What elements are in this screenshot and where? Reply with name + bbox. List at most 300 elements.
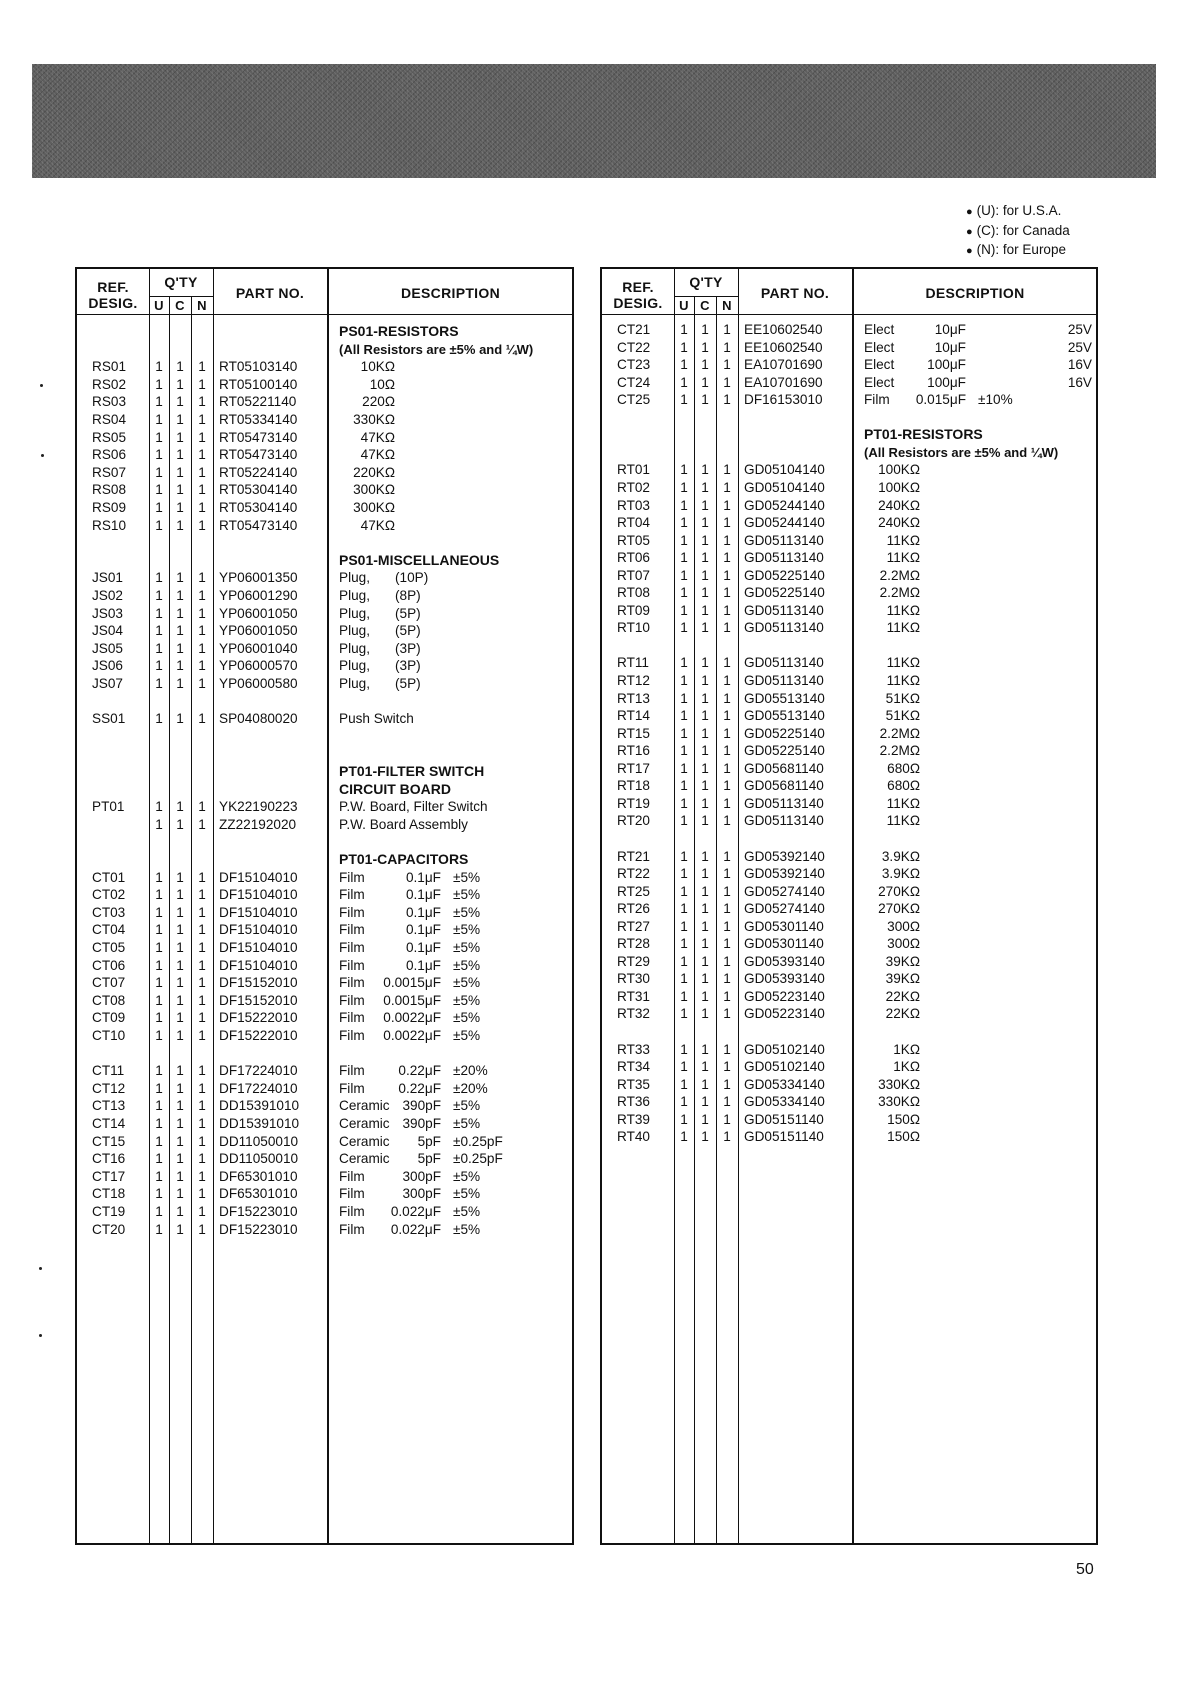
qty-c: 1 bbox=[176, 447, 184, 463]
table-row bbox=[602, 883, 1096, 901]
qty-n: 1 bbox=[723, 673, 731, 688]
ref-designator: RT30 bbox=[617, 971, 650, 987]
table-row bbox=[602, 953, 1096, 971]
part-number: RT05304140 bbox=[219, 482, 298, 498]
ref-designator: RT19 bbox=[617, 795, 650, 811]
value: 0.1μF bbox=[405, 957, 441, 973]
ref-designator: RT39 bbox=[617, 1111, 650, 1127]
qty-n: 1 bbox=[723, 1076, 731, 1092]
ref-designator: CT03 bbox=[92, 904, 126, 920]
table-row bbox=[602, 795, 1096, 813]
ref-designator: RS06 bbox=[92, 447, 127, 463]
qty-u: 1 bbox=[155, 394, 163, 410]
bullet-icon: ● bbox=[966, 225, 973, 238]
qty-c: 1 bbox=[176, 605, 184, 621]
qty-divider bbox=[149, 296, 213, 297]
description: 1KΩ bbox=[893, 1059, 920, 1075]
description: Film bbox=[339, 1204, 365, 1219]
tolerance: ±5% bbox=[453, 1098, 481, 1114]
header-ref: REF. DESIG. bbox=[613, 279, 663, 311]
ref-designator: RS08 bbox=[92, 482, 127, 498]
qty-n: 1 bbox=[723, 743, 731, 759]
description: Ceramic bbox=[339, 1116, 390, 1131]
tolerance: ±5% bbox=[453, 940, 481, 955]
table-row bbox=[602, 461, 1096, 479]
qty-c: 1 bbox=[176, 1204, 184, 1219]
header-banner bbox=[32, 64, 1156, 178]
part-number: YP06000570 bbox=[219, 658, 298, 674]
ref-designator: CT23 bbox=[617, 357, 651, 373]
ref-designator: CT02 bbox=[92, 887, 126, 903]
part-number: DF15104010 bbox=[219, 940, 298, 955]
part-number: GD05274140 bbox=[744, 883, 825, 899]
ref-designator: CT18 bbox=[92, 1186, 126, 1202]
table-row bbox=[77, 710, 572, 728]
qty-u: 1 bbox=[680, 866, 688, 882]
table-row bbox=[77, 816, 572, 834]
tolerance: ±5% bbox=[453, 869, 481, 885]
description: 2.2MΩ bbox=[879, 567, 920, 583]
description: 240KΩ bbox=[878, 497, 920, 513]
qty-n: 1 bbox=[723, 322, 731, 337]
qty-u: 1 bbox=[680, 988, 688, 1004]
ref-designator: RT12 bbox=[617, 673, 650, 688]
blank-row bbox=[602, 409, 1096, 427]
qty-c: 1 bbox=[701, 374, 709, 390]
tolerance: ±5% bbox=[453, 922, 481, 938]
ref-designator: RT28 bbox=[617, 936, 650, 952]
qty-n: 1 bbox=[198, 570, 206, 586]
description: 330KΩ bbox=[878, 1076, 920, 1092]
legend-text: for Canada bbox=[1002, 222, 1070, 238]
ref-designator: RT09 bbox=[617, 602, 650, 618]
qty-u: 1 bbox=[155, 570, 163, 586]
description: Film bbox=[339, 992, 365, 1008]
description: 220KΩ bbox=[353, 464, 395, 480]
qty-u: 1 bbox=[680, 760, 688, 776]
legend-code: (C): bbox=[976, 222, 1000, 238]
qty-n: 1 bbox=[723, 725, 731, 741]
qty-c: 1 bbox=[701, 708, 709, 724]
qty-c: 1 bbox=[701, 550, 709, 566]
header-qty-n: N bbox=[197, 298, 207, 313]
qty-c: 1 bbox=[176, 1098, 184, 1114]
qty-u: 1 bbox=[155, 1186, 163, 1202]
qty-n: 1 bbox=[723, 1006, 731, 1022]
part-number: YP06001050 bbox=[219, 623, 298, 639]
ref-designator: RS07 bbox=[92, 464, 127, 480]
header-divider bbox=[602, 314, 1096, 315]
description: Film bbox=[339, 904, 365, 920]
qty-n: 1 bbox=[198, 1151, 206, 1167]
ref-designator: RT22 bbox=[617, 866, 650, 882]
qty-u: 1 bbox=[680, 550, 688, 566]
ref-designator: CT11 bbox=[92, 1063, 125, 1079]
description: Film bbox=[339, 957, 365, 973]
section-title-row bbox=[77, 781, 572, 799]
table-row bbox=[602, 321, 1096, 339]
ref-designator: RS03 bbox=[92, 394, 127, 410]
qty-u: 1 bbox=[155, 412, 163, 427]
qty-n: 1 bbox=[723, 971, 731, 987]
table-row bbox=[77, 640, 572, 658]
description: Film bbox=[339, 1010, 365, 1026]
qty-n: 1 bbox=[198, 1133, 206, 1149]
description: 100KΩ bbox=[878, 462, 920, 478]
tolerance: ±5% bbox=[453, 975, 481, 991]
table-row bbox=[77, 1115, 572, 1133]
tolerance: ±0.25pF bbox=[453, 1133, 503, 1149]
part-number: GD05151140 bbox=[744, 1129, 824, 1145]
qty-c: 1 bbox=[176, 1063, 184, 1079]
value: 0.0022μF bbox=[383, 1028, 441, 1043]
qty-n: 1 bbox=[723, 550, 731, 566]
table-row bbox=[77, 921, 572, 939]
ref-designator: CT17 bbox=[92, 1168, 126, 1184]
table-row bbox=[77, 798, 572, 816]
qty-u: 1 bbox=[155, 816, 163, 832]
table-row bbox=[77, 1221, 572, 1239]
ref-designator: RT03 bbox=[617, 497, 650, 513]
qty-c: 1 bbox=[701, 339, 709, 355]
qty-n: 1 bbox=[198, 1098, 206, 1114]
qty-c: 1 bbox=[176, 658, 184, 674]
table-row bbox=[77, 446, 572, 464]
voltage-rating: 25V bbox=[1067, 322, 1092, 337]
legend-code: (N): bbox=[976, 242, 1000, 257]
qty-u: 1 bbox=[680, 813, 688, 829]
qty-u: 1 bbox=[155, 1168, 163, 1184]
value: 10μF bbox=[934, 339, 966, 355]
bullet-icon: ● bbox=[966, 245, 973, 257]
qty-c: 1 bbox=[176, 1221, 184, 1237]
table-row bbox=[77, 869, 572, 887]
qty-c: 1 bbox=[176, 412, 184, 427]
table-row bbox=[77, 605, 572, 623]
blank-row bbox=[77, 745, 572, 763]
tolerance: ±5% bbox=[453, 887, 481, 903]
qty-c: 1 bbox=[176, 376, 184, 392]
qty-n: 1 bbox=[198, 1204, 206, 1219]
qty-n: 1 bbox=[723, 462, 731, 478]
ref-designator: CT21 bbox=[617, 322, 651, 337]
qty-c: 1 bbox=[701, 760, 709, 776]
table-row bbox=[602, 567, 1096, 585]
qty-n: 1 bbox=[723, 813, 731, 829]
table-row bbox=[77, 464, 572, 482]
qty-n: 1 bbox=[198, 1010, 206, 1026]
table-row bbox=[602, 1041, 1096, 1059]
qty-n: 1 bbox=[723, 620, 731, 636]
qty-u: 1 bbox=[155, 588, 163, 603]
part-number: YP06001040 bbox=[219, 640, 298, 656]
qty-n: 1 bbox=[198, 517, 206, 533]
table-row bbox=[602, 1005, 1096, 1023]
qty-n: 1 bbox=[198, 922, 206, 938]
part-number: DF15104010 bbox=[219, 887, 298, 903]
value: 5pF bbox=[417, 1151, 441, 1167]
blank-row bbox=[602, 637, 1096, 655]
qty-u: 1 bbox=[155, 887, 163, 903]
part-number: GD05274140 bbox=[744, 901, 825, 917]
qty-c: 1 bbox=[176, 887, 184, 903]
section-note: (All Resistors are ±5% and ¼W) bbox=[339, 341, 534, 357]
section-note-row bbox=[602, 444, 1096, 462]
part-number: GD05244140 bbox=[744, 515, 825, 531]
part-number: GD05113140 bbox=[744, 673, 824, 688]
qty-c: 1 bbox=[176, 429, 184, 445]
ref-designator: CT25 bbox=[617, 392, 651, 408]
part-number: DF15222010 bbox=[219, 1010, 298, 1026]
part-number: DD15391010 bbox=[219, 1116, 300, 1131]
section-title: CIRCUIT BOARD bbox=[339, 780, 451, 797]
qty-c: 1 bbox=[176, 517, 184, 533]
qty-c: 1 bbox=[701, 971, 709, 987]
description: Film bbox=[339, 922, 365, 938]
part-number: GD05225140 bbox=[744, 567, 825, 583]
qty-u: 1 bbox=[680, 690, 688, 706]
part-number: GD05104140 bbox=[744, 479, 825, 495]
description: 22KΩ bbox=[885, 988, 920, 1004]
qty-n: 1 bbox=[198, 605, 206, 621]
qty-c: 1 bbox=[701, 515, 709, 531]
qty-u: 1 bbox=[680, 901, 688, 917]
part-number: RT05221140 bbox=[219, 394, 297, 410]
ref-designator: RT33 bbox=[617, 1041, 650, 1057]
ref-designator: CT19 bbox=[92, 1204, 126, 1219]
qty-n: 1 bbox=[198, 623, 206, 639]
tolerance: ±5% bbox=[453, 1168, 481, 1184]
ref-designator: CT20 bbox=[92, 1221, 126, 1237]
qty-u: 1 bbox=[680, 743, 688, 759]
qty-n: 1 bbox=[723, 339, 731, 355]
description: Film bbox=[339, 887, 365, 903]
qty-u: 1 bbox=[155, 623, 163, 639]
table-row bbox=[77, 1009, 572, 1027]
part-number: RT05473140 bbox=[219, 517, 298, 533]
table-row bbox=[602, 532, 1096, 550]
qty-c: 1 bbox=[701, 655, 709, 671]
qty-u: 1 bbox=[155, 1028, 163, 1043]
part-number: GD05681140 bbox=[744, 778, 824, 794]
table-row bbox=[602, 988, 1096, 1006]
part-number: YP06001290 bbox=[219, 588, 298, 603]
table-row bbox=[602, 672, 1096, 690]
table-row bbox=[602, 900, 1096, 918]
qty-n: 1 bbox=[723, 690, 731, 706]
table-row bbox=[77, 517, 572, 535]
qty-u: 1 bbox=[680, 532, 688, 548]
qty-c: 1 bbox=[176, 1010, 184, 1026]
qty-c: 1 bbox=[176, 940, 184, 955]
value: (10P) bbox=[395, 570, 429, 586]
qty-c: 1 bbox=[701, 988, 709, 1004]
qty-u: 1 bbox=[680, 479, 688, 495]
part-number: DF15223010 bbox=[219, 1221, 298, 1237]
qty-c: 1 bbox=[176, 588, 184, 603]
table-row bbox=[77, 1203, 572, 1221]
description: 2.2MΩ bbox=[879, 725, 920, 741]
table-row bbox=[77, 992, 572, 1010]
ref-designator: CT22 bbox=[617, 339, 651, 355]
table-row bbox=[77, 904, 572, 922]
header-description: DESCRIPTION bbox=[925, 285, 1025, 301]
value: (5P) bbox=[395, 605, 421, 621]
ref-designator: RT06 bbox=[617, 550, 650, 566]
legend-item-canada bbox=[966, 222, 1070, 242]
table-row bbox=[77, 1168, 572, 1186]
value: 0.1μF bbox=[405, 940, 441, 955]
ref-designator: CT14 bbox=[92, 1116, 126, 1131]
part-number: EE10602540 bbox=[744, 322, 823, 337]
table-row bbox=[602, 742, 1096, 760]
value: 0.015μF bbox=[915, 392, 966, 408]
qty-n: 1 bbox=[723, 1041, 731, 1057]
qty-u: 1 bbox=[680, 883, 688, 899]
qty-c: 1 bbox=[176, 500, 184, 515]
part-number: SP04080020 bbox=[219, 711, 298, 727]
part-number: GD05113140 bbox=[744, 795, 824, 811]
qty-n: 1 bbox=[723, 866, 731, 882]
part-number: GD05392140 bbox=[744, 848, 825, 864]
legend-item-europe bbox=[966, 241, 1070, 261]
qty-n: 1 bbox=[198, 640, 206, 656]
description: 300Ω bbox=[887, 936, 920, 952]
description: 3.9KΩ bbox=[881, 866, 920, 882]
header-qty-u: U bbox=[154, 298, 164, 313]
table-row bbox=[602, 619, 1096, 637]
ref-designator: RT31 bbox=[617, 988, 650, 1004]
qty-n: 1 bbox=[198, 1028, 206, 1043]
header-part-no: PART NO. bbox=[235, 285, 305, 301]
header-qty: Q'TY bbox=[164, 274, 198, 290]
qty-n: 1 bbox=[723, 883, 731, 899]
qty-n: 1 bbox=[198, 1063, 206, 1079]
qty-c: 1 bbox=[176, 1168, 184, 1184]
qty-c: 1 bbox=[176, 816, 184, 832]
qty-c: 1 bbox=[701, 602, 709, 618]
description: 11KΩ bbox=[886, 620, 920, 636]
header-ref: REF. DESIG. bbox=[88, 279, 138, 311]
qty-c: 1 bbox=[701, 567, 709, 583]
ref-designator: RT36 bbox=[617, 1094, 650, 1110]
description: Plug, bbox=[339, 605, 370, 621]
table-row bbox=[602, 391, 1096, 409]
margin-mark bbox=[41, 454, 44, 457]
value: 0.0015μF bbox=[383, 992, 441, 1008]
qty-c: 1 bbox=[701, 479, 709, 495]
margin-mark bbox=[39, 1334, 42, 1337]
qty-c: 1 bbox=[701, 795, 709, 811]
qty-c: 1 bbox=[176, 464, 184, 480]
blank-row bbox=[602, 1023, 1096, 1041]
qty-u: 1 bbox=[680, 585, 688, 601]
legend-code: (U): bbox=[976, 203, 1000, 218]
qty-u: 1 bbox=[155, 1133, 163, 1149]
part-number: DF65301010 bbox=[219, 1168, 298, 1184]
part-number: GD05104140 bbox=[744, 462, 825, 478]
table-row bbox=[602, 602, 1096, 620]
table-row bbox=[602, 777, 1096, 795]
qty-c: 1 bbox=[701, 1059, 709, 1075]
description: 39KΩ bbox=[885, 971, 920, 987]
description: Ceramic bbox=[339, 1098, 390, 1114]
section-title-row bbox=[77, 552, 572, 570]
table-row bbox=[77, 411, 572, 429]
part-number: DF15222010 bbox=[219, 1028, 298, 1043]
ref-designator: CT07 bbox=[92, 975, 126, 991]
qty-c: 1 bbox=[701, 813, 709, 829]
section-note: (All Resistors are ±5% and ¼W) bbox=[864, 444, 1059, 460]
table-row bbox=[77, 974, 572, 992]
description: P.W. Board, Filter Switch bbox=[339, 799, 488, 815]
qty-u: 1 bbox=[155, 482, 163, 498]
ref-designator: RS09 bbox=[92, 500, 127, 515]
part-number: GD05393140 bbox=[744, 971, 825, 987]
qty-u: 1 bbox=[680, 918, 688, 934]
qty-u: 1 bbox=[680, 1111, 688, 1127]
value: 0.1μF bbox=[405, 887, 441, 903]
qty-u: 1 bbox=[155, 464, 163, 480]
qty-n: 1 bbox=[198, 429, 206, 445]
qty-c: 1 bbox=[701, 620, 709, 636]
qty-u: 1 bbox=[155, 1080, 163, 1096]
value: 100μF bbox=[927, 374, 966, 390]
qty-c: 1 bbox=[701, 1129, 709, 1145]
qty-c: 1 bbox=[701, 936, 709, 952]
part-number: GD05513140 bbox=[744, 690, 825, 706]
part-number: GD05113140 bbox=[744, 620, 824, 636]
ref-designator: RS01 bbox=[92, 359, 127, 375]
description: 330KΩ bbox=[878, 1094, 920, 1110]
qty-n: 1 bbox=[198, 412, 206, 427]
part-number: YK22190223 bbox=[219, 799, 298, 815]
qty-n: 1 bbox=[198, 711, 206, 727]
qty-c: 1 bbox=[176, 640, 184, 656]
ref-designator: CT08 bbox=[92, 992, 126, 1008]
part-number: DF15104010 bbox=[219, 922, 298, 938]
description: 150Ω bbox=[887, 1129, 920, 1145]
qty-c: 1 bbox=[701, 725, 709, 741]
ref-designator: JS06 bbox=[92, 658, 123, 674]
qty-n: 1 bbox=[723, 567, 731, 583]
description: 11KΩ bbox=[886, 532, 920, 548]
part-number: DF17224010 bbox=[219, 1080, 298, 1096]
value: (3P) bbox=[395, 658, 421, 674]
table-row bbox=[602, 848, 1096, 866]
qty-n: 1 bbox=[198, 676, 206, 691]
qty-n: 1 bbox=[198, 1186, 206, 1202]
table-row bbox=[602, 707, 1096, 725]
tolerance: ±5% bbox=[453, 1116, 481, 1131]
value: (5P) bbox=[395, 623, 421, 639]
qty-u: 1 bbox=[155, 869, 163, 885]
tolerance: ±20% bbox=[453, 1080, 488, 1096]
qty-c: 1 bbox=[701, 1076, 709, 1092]
header-qty-n: N bbox=[722, 298, 732, 313]
qty-u: 1 bbox=[155, 605, 163, 621]
qty-c: 1 bbox=[701, 1094, 709, 1110]
part-number: DF65301010 bbox=[219, 1186, 298, 1202]
ref-designator: RT27 bbox=[617, 918, 650, 934]
qty-c: 1 bbox=[701, 690, 709, 706]
description: 100KΩ bbox=[878, 479, 920, 495]
value: 5pF bbox=[417, 1133, 441, 1149]
description: Plug, bbox=[339, 570, 370, 586]
qty-u: 1 bbox=[680, 392, 688, 408]
part-number: GD05225140 bbox=[744, 743, 825, 759]
qty-n: 1 bbox=[198, 1080, 206, 1096]
